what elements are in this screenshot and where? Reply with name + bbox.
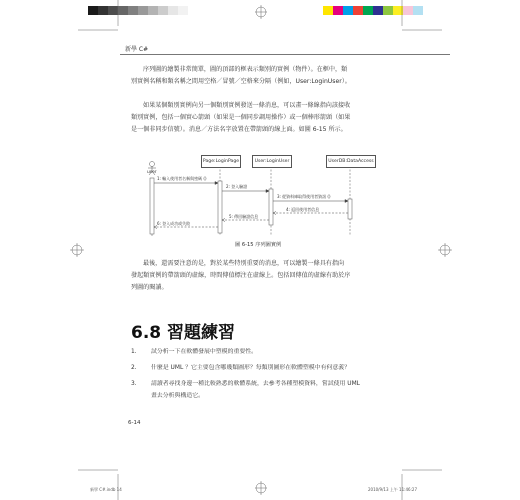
question-text: 什麼是 UML ？它主要包含哪幾類圖形？每類別圖形在軟體塑模中有何意義？ [151,365,351,371]
paragraph-line: 發起類實例的帶箭頭的虛線，時間傳值標注在虛線上。包括回傳值的虛線有助於序 [131,272,351,279]
section-heading: 6.8 習題練習 [131,323,236,343]
footer-file-info: 新學 C#.indb 14 [90,487,122,492]
question-text: 請讀者尋找身邊一種比較熟悉的軟體系統，去參考各種塑模資料，嘗試使用 UML [151,381,360,387]
message-2: 2: 登入驗證 [226,184,248,189]
question-number: 2. [131,365,137,371]
question-3 [131,378,396,402]
question-text: 畫去分析與構造它。 [151,393,205,399]
paragraph-line: 如果某個類別實例向另一個類別實例發送一條消息，可以畫一條線指向該接收 [143,102,351,109]
object-userdb-dataaccess: UserDB:DataAccess [326,155,376,168]
object-page-loginpage: Page:LoginPage [201,155,241,168]
actor-label: user [147,170,157,175]
footer-timestamp: 2010/9/13 上午 11:46:27 [368,487,418,492]
question-text: 試分析一下在軟體發展中塑模的重要性。 [151,349,258,355]
running-header: 新學 C# [125,46,149,53]
page-number: 6-14 [128,420,141,426]
message-4: 4: 返回使用者信息 [286,207,320,212]
paragraph-3 [131,258,393,294]
message-6: 6: 登入成功或失敗 [157,221,191,226]
message-3: 3: 從資料庫取得使用者資訊 () [277,194,331,199]
paragraph-line: 別實例名稱和類名稱之間用空格／冒號／空格來分隔（例如，User:LoginUser）。 [131,78,351,85]
question-number: 1. [131,349,137,355]
figure-caption: 圖 6-15 序列圖實例 [235,242,282,248]
paragraph-line: 列圖的閱讀。 [131,284,168,291]
paragraph-line: 是一個非同步信號）。消息／方法名字放置在帶箭頭的線上面。如圖 6-15 所示。 [131,126,347,133]
question-1 [131,346,396,358]
question-number: 3. [131,381,137,387]
paragraph-line: 類別實例，包括一個實心箭頭（如果是一個同步調用操作）或一個棒形箭頭（如果 [131,114,351,121]
message-5: 5: 傳回驗證信息 [229,214,259,219]
paragraph-line: 序列圖的繪製非常簡單，圖的頂部的框表示類別的實例（物件）。在框中，類 [143,66,348,73]
object-user-loginuser: User:LoginUser [252,155,292,168]
message-1: 1: 輸入使用者名稱與密碼 () [157,176,207,181]
question-2 [131,362,396,374]
paragraph-line: 最後，還需要注意的是，對於某些特別重要的消息，可以繪製一條具有指向 [143,260,345,267]
